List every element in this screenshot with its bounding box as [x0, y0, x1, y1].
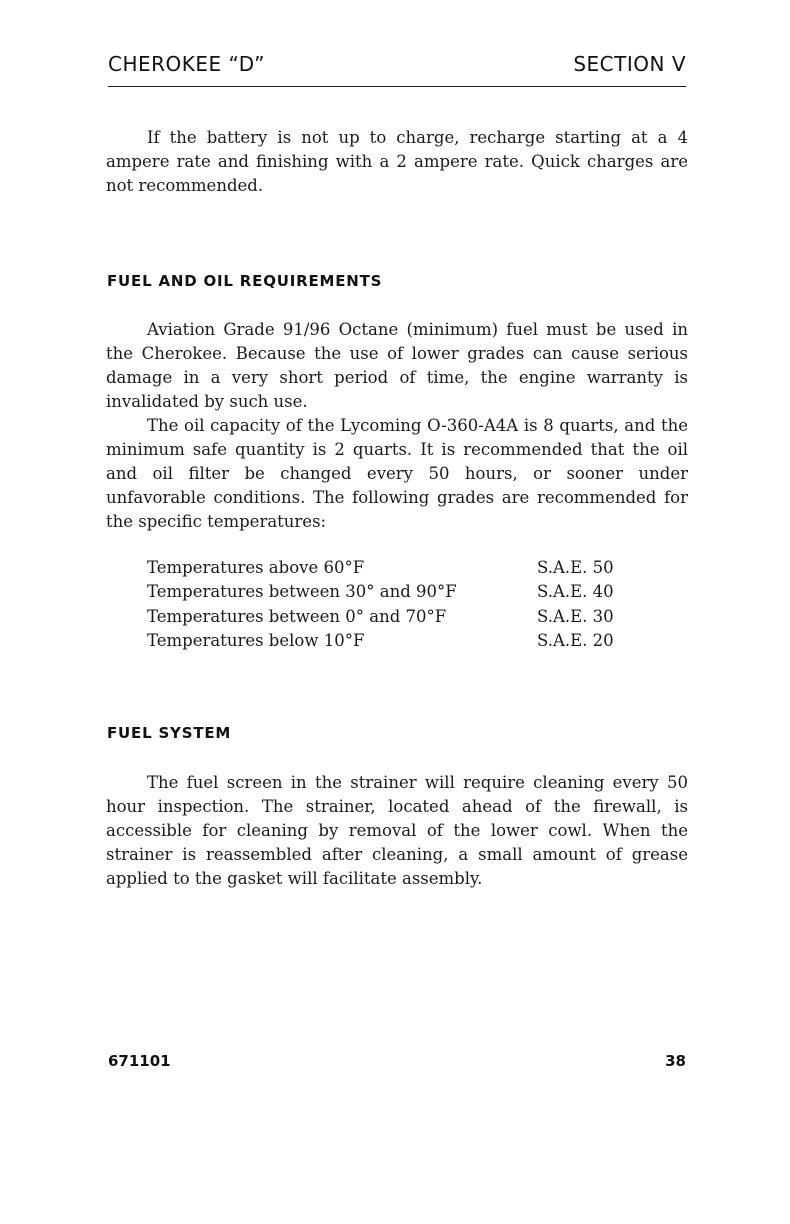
header-title: CHEROKEE “D” — [108, 52, 265, 76]
fuel-system-heading: FUEL SYSTEM — [107, 724, 232, 742]
fuel-grade-paragraph: Aviation Grade 91/96 Octane (minimum) fuel must be used in the Cherokee. Because the use of lower grades can cause serious damage in a very short period of time, the engine warranty is invalidated by such use. — [106, 320, 688, 411]
page-footer — [108, 1052, 686, 1070]
oil-grade: S.A.E. 50 — [537, 558, 614, 578]
temperature-condition: Temperatures between 0° and 70°F — [147, 606, 447, 626]
oil-grade-table — [147, 556, 614, 653]
battery-paragraph: If the battery is not up to charge, recharge starting at a 4 ampere rate and finishing with a 2 ampere rate. Quick charges are not recommended. — [106, 128, 688, 195]
page-number: 38 — [665, 1052, 686, 1070]
oil-grade: S.A.E. 40 — [537, 582, 614, 602]
fuel-oil-heading: FUEL AND OIL REQUIREMENTS — [107, 272, 383, 290]
oil-capacity-paragraph: The oil capacity of the Lycoming O-360-A4A is 8 quarts, and the minimum safe quantity is 2 quarts. It is recommended that the oil and oil filter be changed every 50 hours, or sooner under unfavorable conditions. The following grades are recommended for the specific temperatures: — [106, 416, 688, 531]
header-rule — [108, 86, 686, 87]
temperature-condition: Temperatures below 10°F — [147, 631, 365, 651]
document-number: 671101 — [108, 1052, 171, 1070]
oil-grade: S.A.E. 20 — [537, 631, 614, 651]
battery-section — [106, 126, 688, 198]
fuel-oil-section — [106, 318, 688, 534]
temperature-condition: Temperatures between 30° and 90°F — [147, 582, 457, 602]
fuel-system-section — [106, 771, 688, 891]
page-header — [108, 52, 686, 76]
table-row — [147, 556, 614, 580]
temperature-condition: Temperatures above 60°F — [147, 558, 365, 578]
table-row — [147, 580, 614, 604]
oil-grade: S.A.E. 30 — [537, 606, 614, 626]
fuel-system-paragraph: The fuel screen in the strainer will require cleaning every 50 hour inspection. The strainer, located ahead of the firewall, is accessible for cleaning by removal of the lower cowl. When the strainer is reassembled after cleaning, a small amount of grease applied to the gasket will facilitate assembly. — [106, 773, 688, 888]
table-row — [147, 605, 614, 629]
table-row — [147, 629, 614, 653]
header-section: SECTION V — [573, 52, 686, 76]
